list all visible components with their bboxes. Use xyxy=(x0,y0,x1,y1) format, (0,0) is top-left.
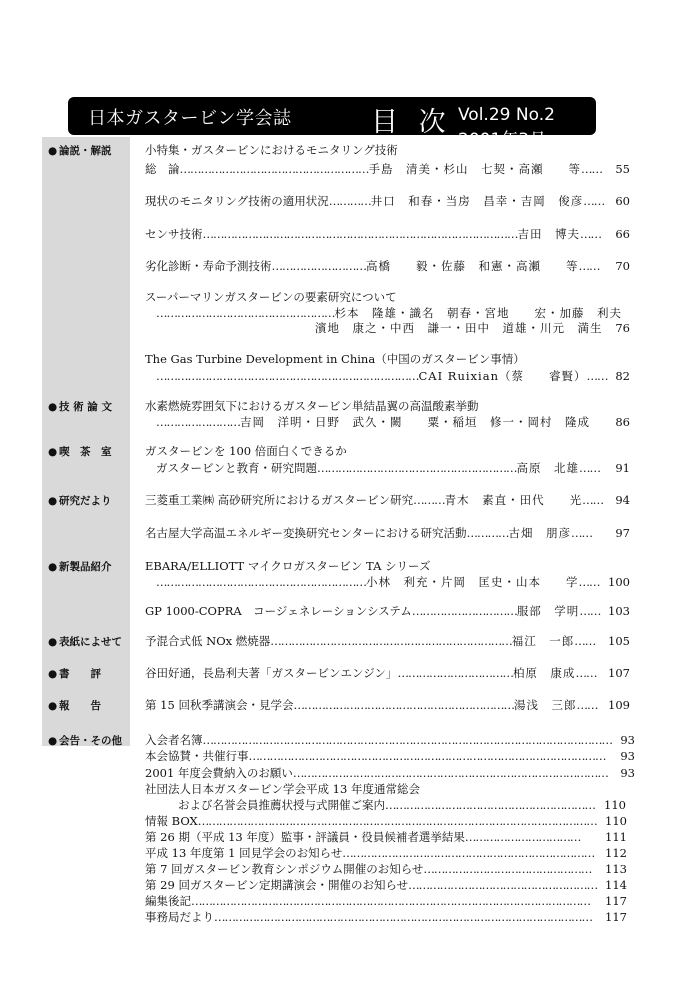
other-entry: 事務局だより……………………………………………………………………………………………… 117 xyxy=(145,910,627,924)
other-entry: および名誉会員推薦状授与式開催ご案内…………………………………………………… 110 xyxy=(178,798,626,812)
other-entry: 第 26 期（平成 13 年度）監事・評議員・役員候補者選挙結果…………………………… 111 xyxy=(145,830,627,844)
toc-entry-authors: ……………………………………………杉本 隆雄・識名 朝春・宮地 宏・加藤 利夫 xyxy=(156,306,622,320)
other-entry: 社団法人日本ガスタービン学会平成 13 年度通常総会 xyxy=(145,782,420,796)
other-entry: 第 29 回ガスタービン定期講演会・開催のお知らせ……………………………………………… 114 xyxy=(145,878,627,892)
entry-title: 水素燃焼雰囲気下におけるガスタービン単結晶翼の高温酸素挙動 xyxy=(145,399,479,413)
other-entry: 編集後記…………………………………………………………………………………………………… 117 xyxy=(145,894,627,908)
toc-entry: 三菱重工業㈱ 高砂研究所におけるガスタービン研究………青木 素直・田代 光…… 94 xyxy=(145,493,630,507)
volume-info: Vol.29 No.2 2001年3月 xyxy=(458,105,555,150)
toc-entry: ……………………吉岡 洋明・日野 武久・闕 粟・稲垣 修一・岡村 隆成 86 xyxy=(156,415,630,429)
toc-entry: 第 15 回秋季講演会・見学会………………………………………………………湯浅 三郎…… 109 xyxy=(145,698,630,712)
other-entry: 平成 13 年度第 1 回見学会のお知らせ……………………………………………………………… 112 xyxy=(145,846,627,860)
toc-entry: 現状のモニタリング技術の適用状況…………井口 和春・当房 昌幸・吉岡 俊彦…… 60 xyxy=(145,194,630,208)
toc-entry: GP 1000-COPRA コージェネレーションシステム…………………………服部 学明…… 103 xyxy=(145,604,630,618)
other-entry: 情報 BOX…………………………………………………………………………………………………… 110 xyxy=(145,814,627,828)
section-label: ● 新製品紹介 xyxy=(48,561,112,573)
entry-title: EBARA/ELLIOTT マイクロガスタービン TA シリーズ xyxy=(145,559,431,573)
section-label: ● 喫 茶 室 xyxy=(48,446,112,458)
section-label: ● 会告・その他 xyxy=(48,735,122,747)
entry-title: スーパーマリンガスタービンの要素研究について xyxy=(145,290,397,304)
journal-title: 日本ガスタービン学会誌 xyxy=(88,108,292,129)
other-entry: 本会協賛・共催行事………………………………………………………………………………………… 93 xyxy=(145,749,635,763)
section-sidebar xyxy=(42,137,130,746)
toc-entry: 劣化診断・寿命予測技術………………………高橋 毅・佐藤 和憲・高瀬 等…… 70 xyxy=(145,259,630,273)
other-entry: 入会者名簿……………………………………………………………………………………………………… 93 xyxy=(145,733,635,747)
toc-entry: …………………………………………………………………CAI Ruixian（蔡 睿賢）…… 82 xyxy=(156,369,630,383)
toc-entry: ガスタービンと教育・研究問題…………………………………………………高原 北雄…… 91 xyxy=(156,461,630,475)
toc-entry: ……………………………………………………小林 利充・片岡 匡史・山本 学…… 100 xyxy=(156,575,630,589)
entry-title: 小特集・ガスタービンにおけるモニタリング技術 xyxy=(145,143,398,157)
other-entry: 2001 年度会費納入のお願い……………………………………………………………………………… 93 xyxy=(145,766,635,780)
toc-entry: 予混合式低 NOx 燃焼器……………………………………………………………福江 一郎…… 105 xyxy=(145,634,630,648)
section-label: ● 表紙によせて xyxy=(48,636,122,648)
section-label: ● 報 告 xyxy=(48,700,101,712)
entry-title: The Gas Turbine Development in China（中国のガスタービン事情） xyxy=(145,352,525,366)
entry-title: ガスタービンを 100 倍面白くできるか xyxy=(145,444,347,458)
section-label: ● 研究だより xyxy=(48,495,112,507)
toc-entry: 名古屋大学高温エネルギー変換研究センターにおける研究活動…………古畑 朋彦…… 97 xyxy=(145,526,630,540)
toc-entry: センサ技術………………………………………………………………………………吉田 博夫…… 66 xyxy=(145,227,630,241)
toc-entry: 谷田好通，長島利夫著「ガスタービンエンジン」……………………………柏原 康成…… 107 xyxy=(145,666,630,680)
section-label: ● 書 評 xyxy=(48,668,101,680)
other-entry: 第 7 回ガスタービン教育シンポジウム開催のお知らせ………………………………………… 113 xyxy=(145,862,627,876)
section-label: ● 論説・解説 xyxy=(48,145,112,157)
toc-entry: 濱地 康之・中西 謙一・田中 道雄・川元 満生 76 xyxy=(315,321,630,335)
section-label: ● 技 術 論 文 xyxy=(48,401,112,413)
contents-heading: 目 次 xyxy=(371,107,452,138)
toc-entry: 総 論………………………………………………手島 清美・杉山 七契・高瀬 等…… 55 xyxy=(145,162,630,176)
